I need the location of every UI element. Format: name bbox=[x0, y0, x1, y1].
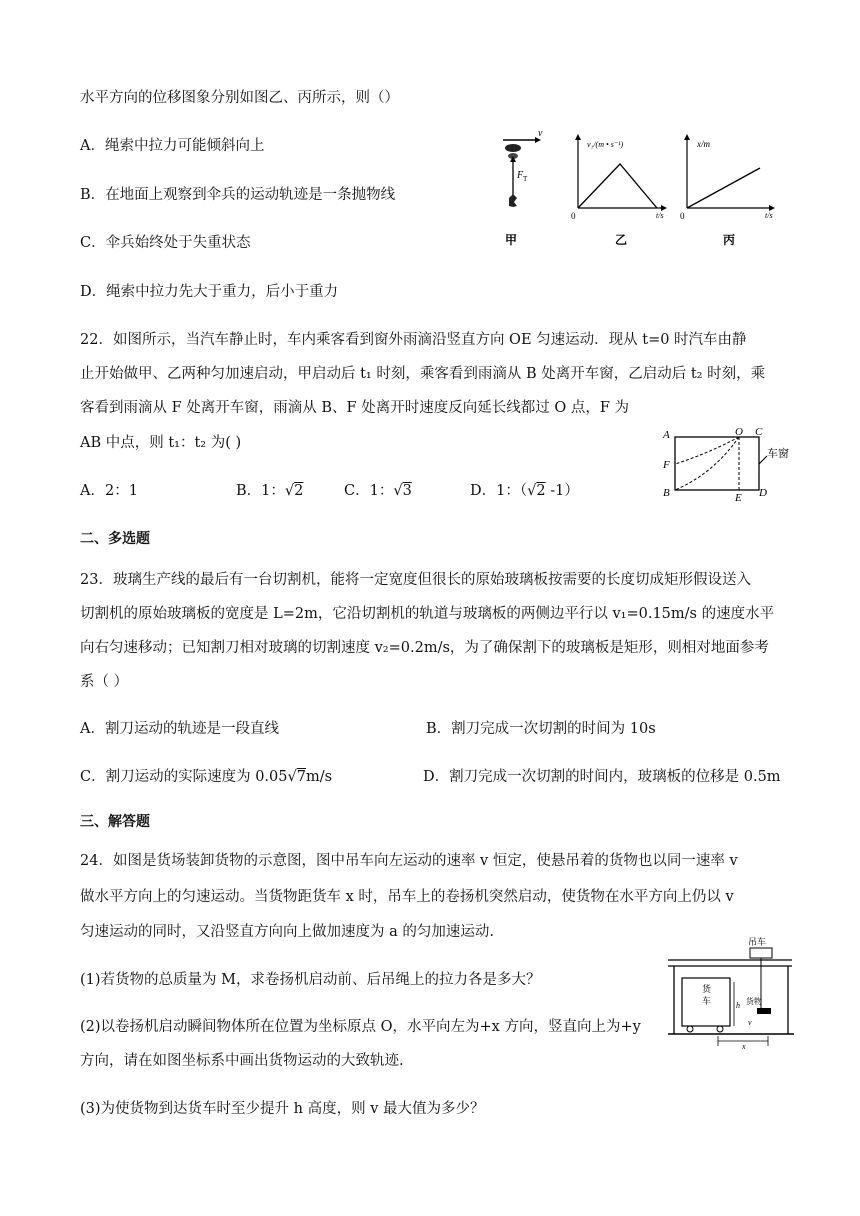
q24-figure bbox=[662, 930, 802, 1052]
q24-line-3: 匀速运动的同时，又沿竖直方向向上做加速度为 a 的匀加速运动. bbox=[80, 924, 494, 940]
label-f: F bbox=[663, 459, 670, 471]
q23-option-d: D．割刀完成一次切割的时间内，玻璃板的位移是 0.5m bbox=[423, 769, 781, 785]
q21-option-b: B．在地面上观察到伞兵的运动轨迹是一条抛物线 bbox=[80, 187, 396, 203]
bing-caption: 丙 bbox=[723, 233, 736, 247]
q22-line-1: 22．如图所示，当汽车静止时，车内乘客看到窗外雨滴沿竖直方向 OE 匀速运动．现从 t=0 时汽车由静 bbox=[80, 332, 747, 348]
jia-ft-label: F bbox=[517, 170, 524, 181]
figure-yi bbox=[571, 134, 667, 247]
yi-ylabel: v₁/(m • s⁻¹) bbox=[587, 140, 624, 149]
label-h: h bbox=[736, 1001, 740, 1010]
q22-option-c: C．1：√3 bbox=[344, 483, 412, 499]
label-cargo: 货物 bbox=[746, 997, 762, 1006]
q23-line-2: 切割机的原始玻璃板的宽度是 L=2m，它沿切割机的轨道与玻璃板的两侧边平行以 v₁=0.15m/s 的速度水平 bbox=[80, 606, 775, 622]
q22-line-2: 止开始做甲、乙两种匀加速启动，甲启动后 t₁ 时刻，乘客看到雨滴从 B 处离开车窗，乙启动后 t₂ 时刻，乘 bbox=[80, 366, 766, 382]
label-a: A bbox=[663, 429, 670, 441]
q23-option-a: A．割刀运动的轨迹是一段直线 bbox=[80, 721, 279, 737]
svg-text:T: T bbox=[523, 175, 528, 183]
jia-v-label: v bbox=[538, 128, 543, 139]
q23-option-b: B．割刀完成一次切割的时间为 10s bbox=[426, 721, 656, 737]
q24-line-1: 24．如图是货场装卸货物的示意图，图中吊车向左运动的速率 v 恒定，使悬吊着的货物也以同一速率 v bbox=[80, 853, 738, 869]
q24-part-2a: (2)以卷扬机启动瞬间物体所在位置为坐标原点 O，水平向左为+x 方向，竖直向上为+y bbox=[80, 1019, 641, 1035]
yi-caption: 乙 bbox=[615, 233, 628, 247]
q21-option-c: C．伞兵始终处于失重状态 bbox=[80, 235, 251, 251]
q21-option-d: D．绳索中拉力先大于重力，后小于重力 bbox=[80, 284, 339, 300]
section-answer-questions: 三、解答题 bbox=[80, 814, 150, 830]
label-d: D bbox=[759, 487, 767, 499]
q24-part-3: (3)为使货物到达货车时至少提升 h 高度，则 v 最大值为多少？ bbox=[80, 1101, 485, 1117]
q22-figure bbox=[655, 424, 805, 504]
label-v: v bbox=[748, 1018, 752, 1027]
q24-part-2b: 方向，请在如图坐标系中画出货物运动的大致轨迹. bbox=[80, 1053, 404, 1069]
label-x: x bbox=[742, 1042, 746, 1051]
q21-stem-end: 水平方向的位移图象分别如图乙、丙所示，则（） bbox=[80, 90, 399, 106]
q22-option-b: B．1：√2 bbox=[236, 483, 304, 499]
q21-option-a: A．绳索中拉力可能倾斜向上 bbox=[80, 138, 265, 154]
q21-figure bbox=[495, 126, 785, 251]
yi-origin: 0 bbox=[571, 211, 576, 221]
label-b: B bbox=[663, 487, 670, 499]
q23-line-4: 系（ ） bbox=[80, 674, 129, 690]
figure-jia bbox=[503, 128, 543, 247]
jia-caption: 甲 bbox=[505, 233, 518, 247]
q22-option-a: A．2：1 bbox=[80, 483, 138, 499]
q23-option-c: C．割刀运动的实际速度为 0.05√7m/s bbox=[80, 769, 333, 785]
label-window: 车窗 bbox=[767, 448, 789, 460]
label-o: O bbox=[735, 426, 743, 438]
label-e: E bbox=[735, 492, 742, 504]
bing-origin: 0 bbox=[680, 211, 685, 221]
figure-bing bbox=[680, 134, 775, 247]
yi-xlabel: t/s bbox=[656, 211, 664, 220]
q22-option-d: D．1：（√2 -1） bbox=[470, 483, 579, 499]
label-truck-1: 货 bbox=[702, 984, 712, 994]
bing-ylabel: x/m bbox=[697, 139, 710, 149]
q22-line-4: AB 中点，则 t₁：t₂ 为( ) bbox=[80, 435, 242, 451]
q23-line-3: 向右匀速移动；已知割刀相对玻璃的切割速度 v₂=0.2m/s，为了确保割下的玻璃板是矩形，则相对地面参考 bbox=[80, 640, 769, 656]
label-crane: 吊车 bbox=[748, 937, 767, 947]
q24-part-1: (1)若货物的总质量为 M，求卷扬机启动前、后吊绳上的拉力各是多大？ bbox=[80, 972, 541, 988]
q23-line-1: 23．玻璃生产线的最后有一台切割机，能将一定宽度但很长的原始玻璃板按需要的长度切成矩形假设送入 bbox=[80, 572, 751, 588]
label-truck-2: 车 bbox=[702, 996, 712, 1006]
q22-line-3: 客看到雨滴从 F 处离开车窗，雨滴从 B、F 处离开时速度反向延长线都过 O 点，F 为 bbox=[80, 400, 629, 416]
q24-line-2: 做水平方向上的匀速运动。当货物距货车 x 时，吊车上的卷扬机突然启动，使货物在水平方向上仍以 v bbox=[80, 889, 734, 905]
label-c: C bbox=[755, 426, 763, 438]
section-multiple-choice: 二、多选题 bbox=[80, 531, 150, 547]
bing-xlabel: t/s bbox=[765, 211, 773, 220]
